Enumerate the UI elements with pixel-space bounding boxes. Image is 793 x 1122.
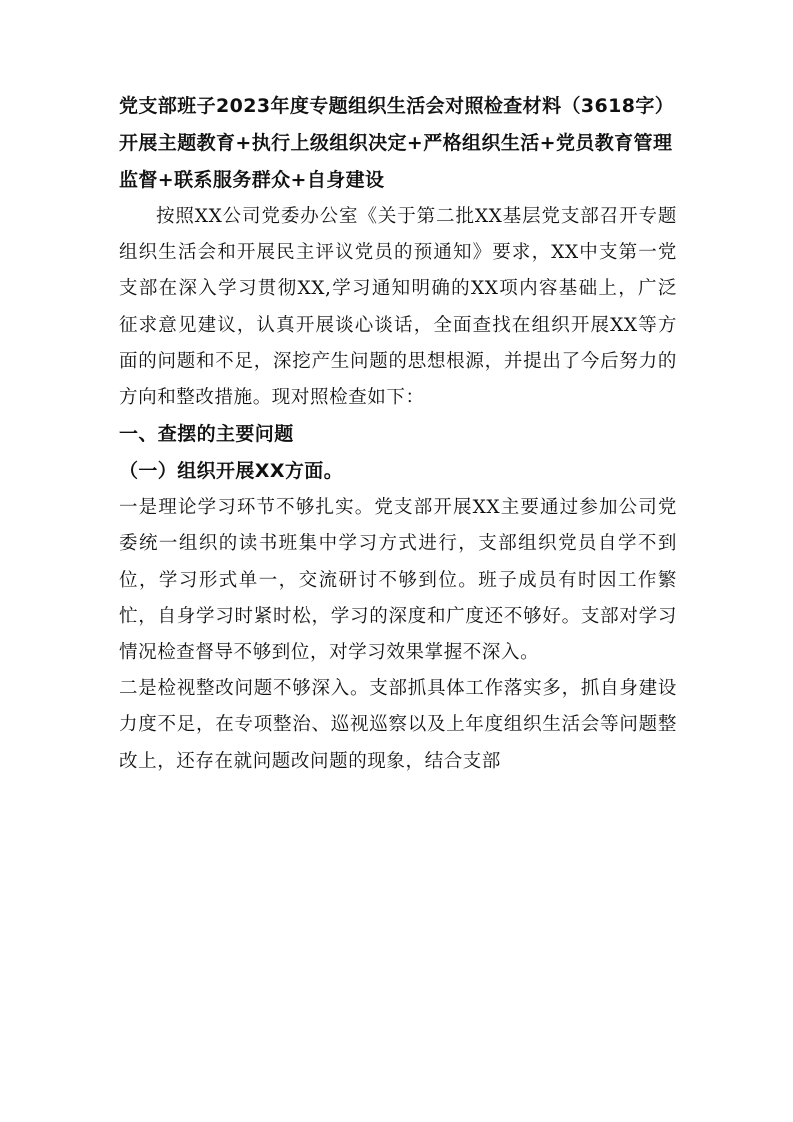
section-heading: 一、查摆的主要问题 (119, 423, 294, 446)
document-body (119, 88, 677, 780)
intro-paragraph: 按照XX公司党委办公室《关于第二批XX基层党支部召开专题组织生活会和开展民主评议党员的预通知》要求，XX中支第一党支部在深入学习贯彻XX,学习通知明确的XX项内容基础上，广泛征求意见建议，认真开展谈心谈话，全面查找在组织开展XX等方面的问题和不足，深挖产生问题的思想根源，并提出了今后努力的方向和整改措施。现对照检查如下： (119, 206, 677, 409)
body-paragraph-1: 一是理论学习环节不够扎实。党支部开展XX主要通过参加公司党委统一组织的读书班集中学习方式进行，支部组织党员自学不到位，学习形式单一，交流研讨不够到位。班子成员有时因工作繁忙，自身学习时紧时松，学习的深度和广度还不够好。支部对学习情况检查督导不够到位，对学习效果掌握不深入。 (119, 497, 677, 664)
subsection-heading: （一）组织开展XX方面。 (119, 460, 344, 483)
body-paragraph-2: 二是检视整改问题不够深入。支部抓具体工作落实多，抓自身建设力度不足，在专项整治、巡视巡察以及上年度组织生活会等问题整改上，还存在就问题改问题的现象，结合支部 (119, 678, 677, 772)
document-title: 党支部班子2023年度专题组织生活会对照检查材料（3618字）开展主题教育+执行上级组织决定+严格组织生活+党员教育管理监督+联系服务群众+自身建设 (119, 95, 675, 191)
